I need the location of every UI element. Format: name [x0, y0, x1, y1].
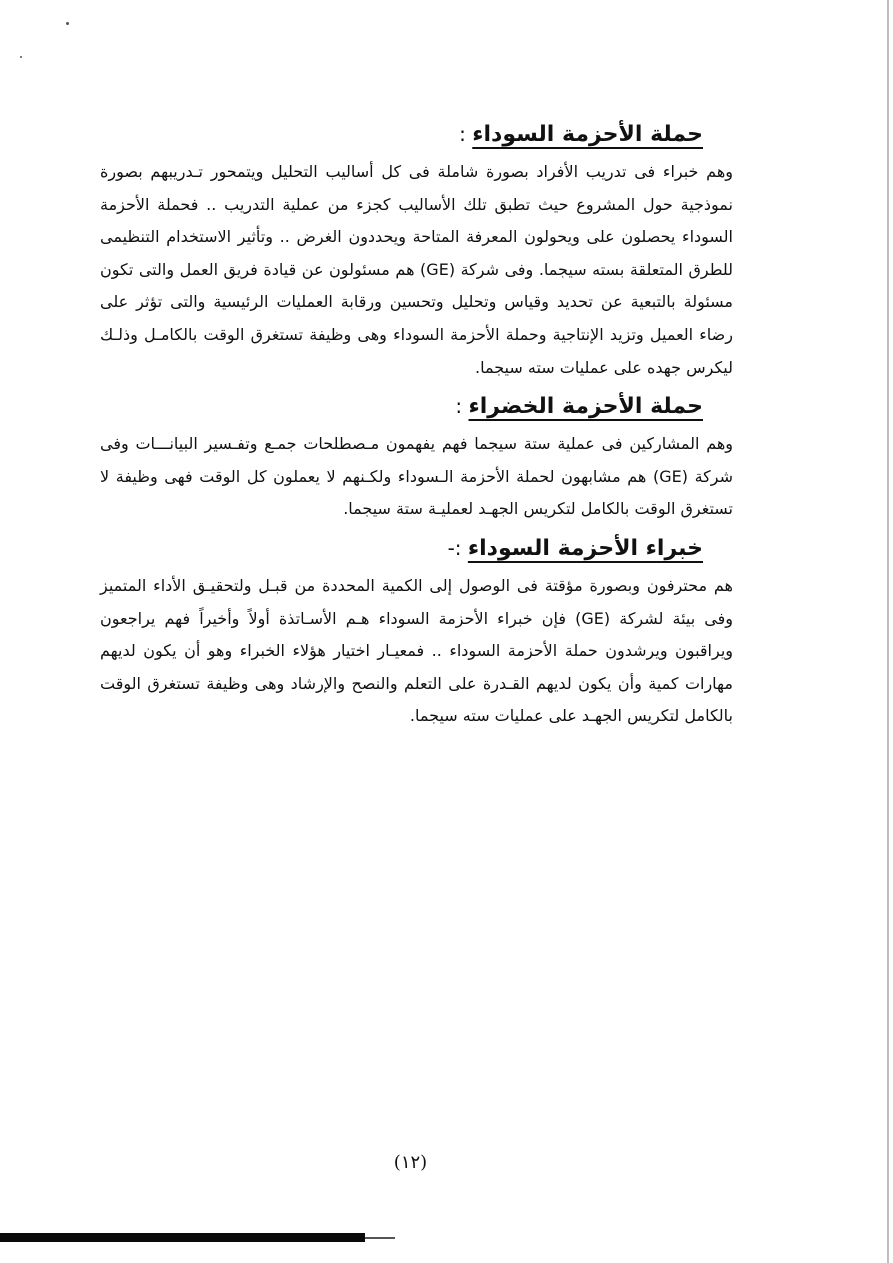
section-paragraph-green-belts: وهم المشاركين فى عملية ستة سيجما فهم يفهمون مـصطلحات جمـع وتفـسير البيانـــات وفى شركة (GE) هم مشابهون لحملة الأحزمة الـسوداء ولكـنهم لا يعملون كل الوقت فهى وظيفة لا تستغرق الوقت بالكامل لتكريس الجهـد لعمليـة ستة سيجما.: [100, 434, 734, 519]
section-title: حملة الأحزمة السوداء: [472, 122, 703, 147]
scan-speck: [20, 56, 22, 58]
section-paragraph-black-belts: وهم خبراء فى تدريب الأفراد بصورة شاملة فى كل أساليب التحليل ويتمحور تـدريبهم بصورة نموذجية حول المشروع حيث تطبق تلك الأساليب كجزء من عملية التدريب .. فحملة الأحزمة السوداء يحصلون على ويحولون المعرفة المتاحة ويحددون الغرض .. وتأثير الاستخدام التنظيمى للطرق المتعلقة بسته سيجما. وفى شركة (GE) هم مسئولون عن قيادة فريق العمل والتى تكون مسئولة بالتبعية عن تحديد وقياس وتحليل وتحسين ورقابة العمليات الرئيسية والتى تؤثر على رضاء العميل وتزيد الإنتاجية وحملة الأحزمة السوداء وهى وظيفة تستغرق الوقت بالكامـل وذلـك ليكرس جهده على عمليات سته سيجما.: [100, 162, 733, 377]
section-heading-master-black-belts: [100, 526, 703, 570]
section-title-colon: :: [455, 394, 469, 419]
section-title-colon: :: [459, 122, 473, 146]
scan-bottom-bar: [0, 1233, 365, 1242]
scan-bottom-bar-tail: [365, 1237, 395, 1239]
scan-edge-line: [887, 0, 889, 1263]
section-title: خبراء الأحزمة السوداء: [467, 535, 703, 561]
section-heading-black-belts: [100, 112, 703, 156]
document-body: [100, 112, 733, 733]
section-title-colon: :-: [447, 535, 468, 560]
section-title: حملة الأحزمة الخضراء: [468, 394, 703, 420]
section-paragraph-master-black-belts: هم محترفون وبصورة مؤقتة فى الوصول إلى الكمية المحددة من قبـل ولتحقيـق الأداء المتميز وفى بيئة لشركة (GE) فإن خبراء الأحزمة السوداء هـم الأسـاتذة أولاً وأخيراً فهم يراجعون ويراقبون ويرشدون حملة الأحزمة السوداء .. فمعيـار اختيار هؤلاء الخبراء وهو أن يكون لديهم مهارات كمية وأن يكون لديهم القـدرة على التعلم والنصح والإرشاد وهى وظيفة تستغرق الوقت بالكامل لتكريس الجهـد على عمليات سته سيجما.: [100, 575, 733, 726]
page-number: (١٢): [393, 1152, 428, 1173]
section-heading-green-belts: [100, 384, 703, 428]
scan-speck: [66, 22, 69, 25]
